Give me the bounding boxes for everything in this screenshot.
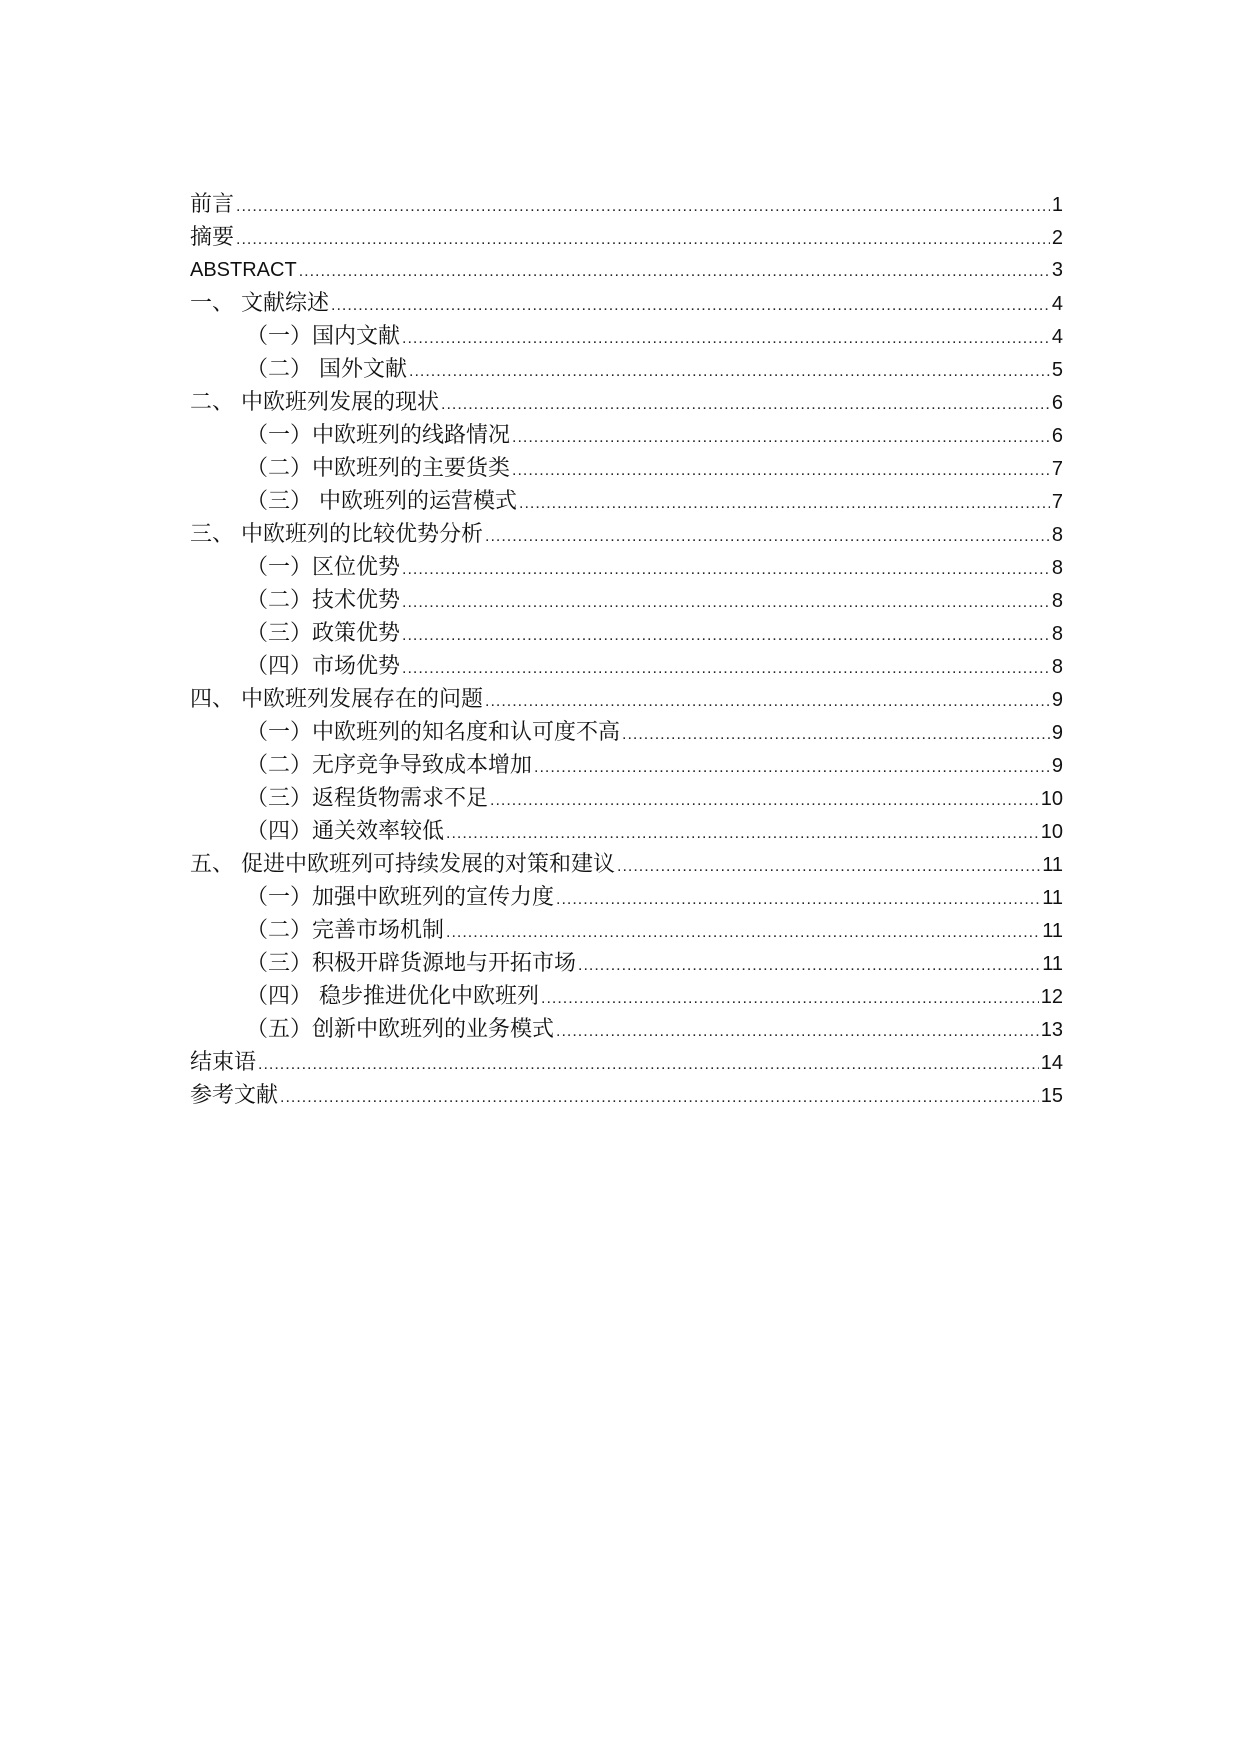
toc-entry-title: （二） 国外文献 [246,357,407,382]
toc-entry-section-4-3[interactable] [190,782,1063,815]
toc-page-number: 4 [1051,326,1063,348]
toc-leader-dots [402,619,1050,652]
toc-leader-dots [622,718,1050,751]
toc-page-number: 11 [1042,953,1063,975]
toc-leader-dots [519,487,1050,520]
toc-page-number: 12 [1040,986,1063,1008]
toc-entry-section-4-2[interactable] [190,749,1063,782]
toc-leader-dots [556,1015,1039,1048]
toc-entry-title: （二）完善市场机制 [246,918,445,943]
toc-page-number: 6 [1051,392,1063,414]
toc-entry-section-5-1[interactable] [190,881,1063,914]
toc-leader-dots [280,1081,1039,1114]
toc-page-number: 9 [1051,689,1063,711]
toc-page-number: 14 [1040,1052,1063,1074]
toc-entry-abstract-en[interactable] [190,254,1063,287]
toc-leader-dots [331,289,1050,322]
toc-page-number: 9 [1051,722,1063,744]
toc-leader-dots [534,751,1050,784]
toc-entry-section-3-2[interactable] [190,584,1063,617]
toc-entry-title: ABSTRACT [190,259,297,281]
toc-page-number: 10 [1040,821,1063,843]
toc-page-number: 8 [1051,557,1063,579]
toc-entry-title: 参考文献 [190,1083,279,1108]
toc-leader-dots [556,883,1040,916]
toc-page-number: 7 [1051,491,1063,513]
toc-page-number: 5 [1051,359,1063,381]
toc-entry-section-4-1[interactable] [190,716,1063,749]
toc-entry-section-3-1[interactable] [190,551,1063,584]
toc-entry-section-3-3[interactable] [190,617,1063,650]
toc-leader-dots [512,454,1050,487]
toc-entry-title: 一、 文献综述 [190,291,329,316]
toc-entry-section-2-1[interactable] [190,419,1063,452]
toc-entry-title: 前言 [190,192,235,217]
toc-page-number: 10 [1040,788,1063,810]
toc-entry-chapter-2[interactable] [190,386,1063,419]
toc-leader-dots [402,322,1050,355]
toc-entry-section-5-4[interactable] [190,980,1063,1013]
toc-entry-section-3-4[interactable] [190,650,1063,683]
toc-leader-dots [446,817,1039,850]
toc-entry-section-4-4[interactable] [190,815,1063,848]
toc-page-number: 8 [1051,524,1063,546]
toc-entry-preface[interactable] [190,188,1063,221]
toc-leader-dots [409,355,1050,388]
toc-page-number: 7 [1051,458,1063,480]
toc-leader-dots [446,916,1040,949]
toc-entry-title: （四） 稳步推进优化中欧班列 [246,984,539,1009]
toc-leader-dots [485,685,1050,718]
toc-entry-title: 结束语 [190,1050,257,1075]
toc-entry-section-5-2[interactable] [190,914,1063,947]
toc-leader-dots [236,223,1050,256]
toc-leader-dots [441,388,1050,421]
toc-entry-title: （二）无序竞争导致成本增加 [246,753,533,778]
toc-entry-chapter-1[interactable] [190,287,1063,320]
toc-entry-references[interactable] [190,1079,1063,1112]
toc-page-number: 8 [1051,656,1063,678]
toc-entry-title: 五、 促进中欧班列可持续发展的对策和建议 [190,852,615,877]
toc-entry-title: （一）中欧班列的线路情况 [246,423,511,448]
toc-leader-dots [485,520,1050,553]
toc-entry-title: （一）国内文献 [246,324,401,349]
toc-entry-title: （一）中欧班列的知名度和认可度不高 [246,720,621,745]
toc-entry-chapter-5[interactable] [190,848,1063,881]
toc-page-number: 11 [1042,920,1063,942]
toc-leader-dots [617,850,1040,883]
toc-leader-dots [402,553,1050,586]
toc-entry-title: 四、 中欧班列发展存在的问题 [190,687,483,712]
toc-page-number: 4 [1051,293,1063,315]
toc-leader-dots [541,982,1039,1015]
toc-page-number: 13 [1040,1019,1063,1041]
toc-entry-title: （四）通关效率较低 [246,819,445,844]
toc-page-number: 11 [1042,887,1063,909]
toc-entry-chapter-4[interactable] [190,683,1063,716]
toc-entry-section-1-2[interactable] [190,353,1063,386]
toc-entry-title: 三、 中欧班列的比较优势分析 [190,522,483,547]
toc-entry-title: （三）返程货物需求不足 [246,786,489,811]
toc-entry-title: （五）创新中欧班列的业务模式 [246,1017,555,1042]
toc-entry-title: （三）政策优势 [246,621,401,646]
table-of-contents [190,188,1063,1112]
toc-entry-title: （一）区位优势 [246,555,401,580]
toc-leader-dots [490,784,1039,817]
toc-page-number: 2 [1051,227,1063,249]
toc-entry-section-2-3[interactable] [190,485,1063,518]
toc-entry-conclusion[interactable] [190,1046,1063,1079]
toc-page-number: 3 [1051,259,1063,281]
toc-entry-section-5-3[interactable] [190,947,1063,980]
toc-leader-dots [578,949,1040,982]
toc-leader-dots [258,1048,1039,1081]
toc-entry-section-2-2[interactable] [190,452,1063,485]
toc-entry-title: （四）市场优势 [246,654,401,679]
toc-entry-title: （三）积极开辟货源地与开拓市场 [246,951,577,976]
toc-page-number: 6 [1051,425,1063,447]
toc-page-number: 11 [1042,854,1063,876]
toc-leader-dots [236,190,1050,223]
toc-entry-title: （二）技术优势 [246,588,401,613]
toc-page-number: 8 [1051,623,1063,645]
toc-leader-dots [299,255,1050,288]
toc-entry-title: 二、 中欧班列发展的现状 [190,390,439,415]
toc-entry-title: （一）加强中欧班列的宣传力度 [246,885,555,910]
toc-page-number: 8 [1051,590,1063,612]
toc-entry-section-1-1[interactable] [190,320,1063,353]
toc-leader-dots [512,421,1050,454]
toc-leader-dots [402,652,1050,685]
toc-page-number: 15 [1040,1085,1063,1107]
toc-page-number: 9 [1051,755,1063,777]
toc-entry-chapter-3[interactable] [190,518,1063,551]
toc-entry-title: （三） 中欧班列的运营模式 [246,489,517,514]
toc-entry-title: 摘要 [190,225,235,250]
toc-entry-title: （二）中欧班列的主要货类 [246,456,511,481]
toc-entry-abstract-cn[interactable] [190,221,1063,254]
toc-leader-dots [402,586,1050,619]
toc-entry-section-5-5[interactable] [190,1013,1063,1046]
toc-page-number: 1 [1051,194,1063,216]
